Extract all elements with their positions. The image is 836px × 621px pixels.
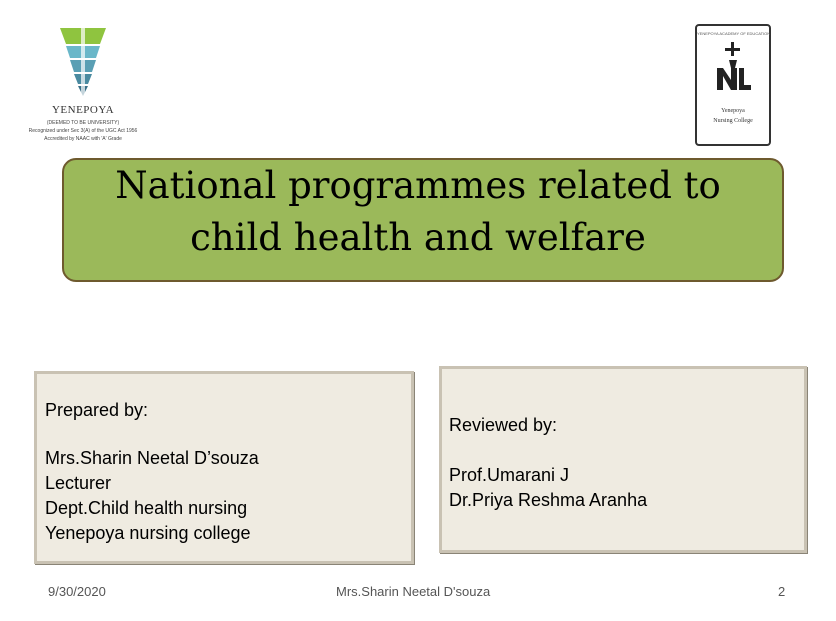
- logo-arc-text: YENEPOYA ACADEMY OF EDUCATION: [697, 31, 771, 36]
- reviewed-by-details: [449, 463, 647, 513]
- logo-caption-yenepoya: Yenepoya: [721, 108, 745, 114]
- prepared-by-box: [34, 371, 414, 564]
- footer-author: Mrs.Sharin Neetal D'souza: [336, 584, 491, 599]
- yenepoya-nursing-college-logo: [695, 24, 771, 146]
- logo-recognition: Recognized under Sec 3(A) of the UGC Act 1956: [28, 128, 138, 134]
- reviewed-by-label: Reviewed by:: [449, 415, 558, 435]
- slide-title: [40, 160, 796, 264]
- prepared-by-label: Prepared by:: [45, 400, 149, 420]
- logo-accreditation: Accredited by NAAC with 'A' Grade: [44, 136, 122, 142]
- preparer-name: Mrs.Sharin Neetal D’souza: [45, 448, 259, 468]
- footer-page-number: 2: [778, 584, 786, 599]
- prepared-by-details: [45, 446, 259, 546]
- logo-subtitle: (DEEMED TO BE UNIVERSITY): [46, 120, 120, 126]
- logo-caption-college: Nursing College: [713, 118, 753, 124]
- reviewer-1: Prof.Umarani J: [449, 465, 570, 485]
- reviewer-2: Dr.Priya Reshma Aranha: [449, 490, 648, 510]
- reviewed-by-box: [439, 366, 807, 553]
- logo-name: YENEPOYA: [51, 104, 115, 116]
- preparer-designation: Lecturer: [45, 473, 112, 493]
- yenepoya-university-logo: [24, 24, 142, 154]
- university-emblem-icon: [54, 24, 112, 100]
- nursing-lamp-emblem-icon: [711, 40, 755, 100]
- title-line-1: National programmes related to: [115, 164, 721, 207]
- preparer-institution: Yenepoya nursing college: [45, 523, 251, 543]
- footer-date: 9/30/2020: [48, 584, 106, 599]
- preparer-department: Dept.Child health nursing: [45, 498, 248, 518]
- title-line-2: child health and welfare: [190, 216, 646, 259]
